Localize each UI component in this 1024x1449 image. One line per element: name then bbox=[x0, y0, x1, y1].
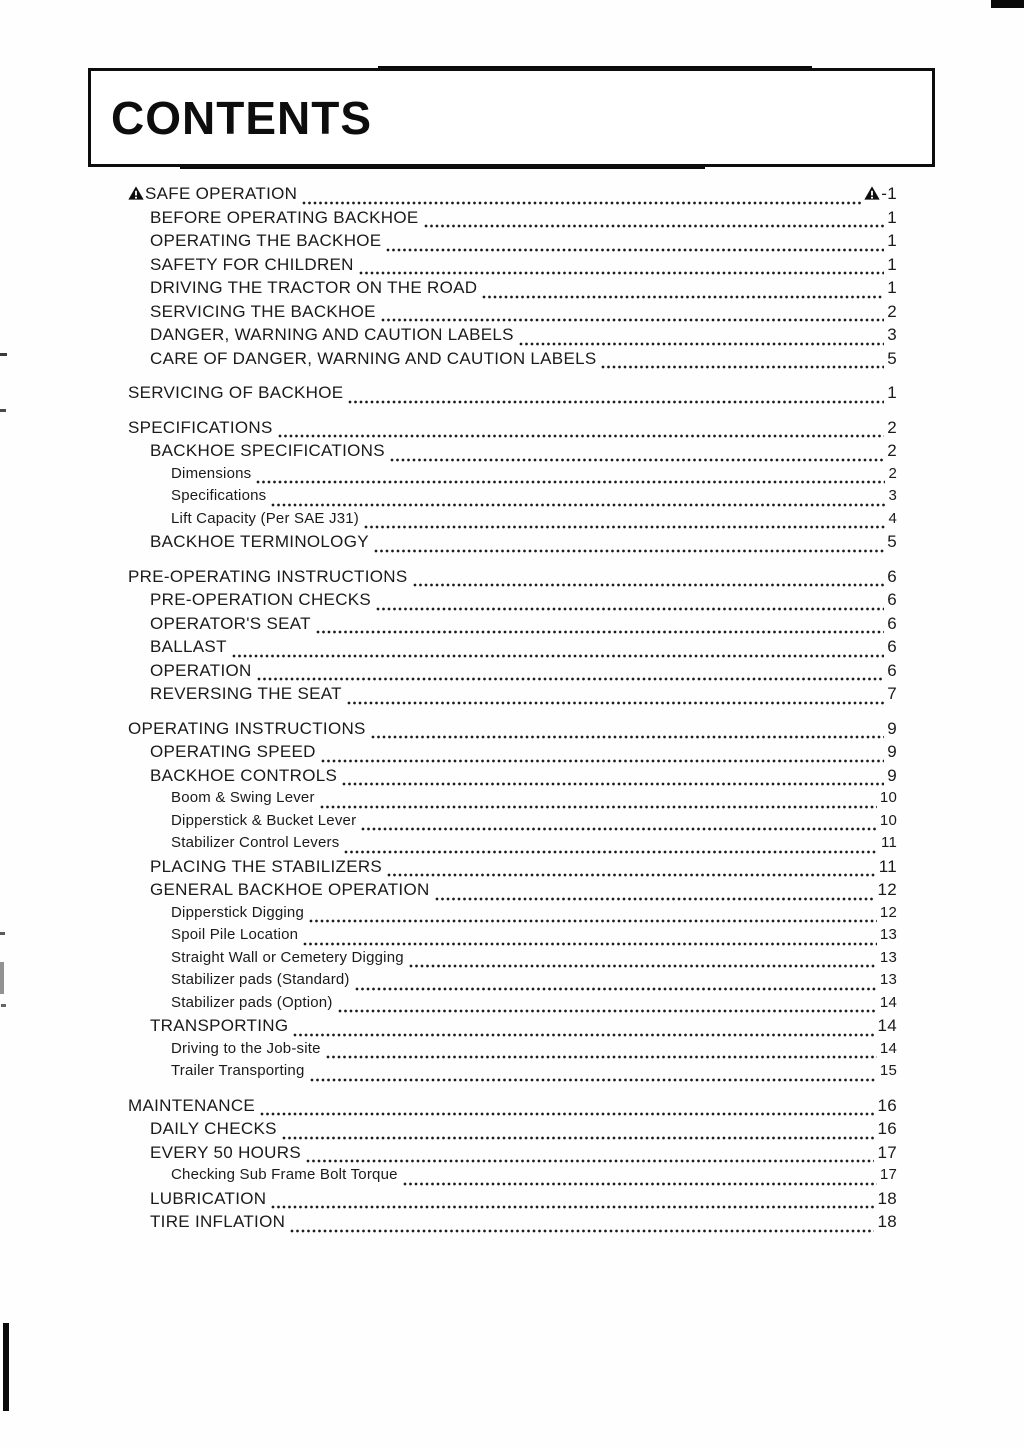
dot-leader bbox=[282, 1136, 875, 1140]
dot-leader bbox=[347, 701, 884, 705]
dot-leader bbox=[361, 827, 877, 831]
toc-entry bbox=[128, 1143, 897, 1167]
toc-entry-page: 1 bbox=[887, 254, 897, 274]
toc-entry-label: SERVICING OF BACKHOE bbox=[128, 383, 344, 402]
toc-entry-label: BACKHOE SPECIFICATIONS bbox=[150, 441, 385, 460]
toc-entry-label: BACKHOE CONTROLS bbox=[150, 765, 338, 785]
toc-entry bbox=[128, 1212, 897, 1236]
toc-entry bbox=[128, 857, 897, 881]
toc-entry-page: 14 bbox=[877, 1016, 897, 1035]
toc-entry-page: 18 bbox=[877, 1188, 897, 1208]
toc-entry bbox=[128, 255, 897, 279]
dot-leader bbox=[359, 271, 884, 275]
toc-entry-label: TIRE INFLATION bbox=[150, 1212, 286, 1231]
toc-entry-label: REVERSING THE SEAT bbox=[150, 684, 342, 703]
dot-leader bbox=[519, 342, 884, 346]
toc-entry-page: 15 bbox=[879, 1062, 897, 1079]
dot-leader bbox=[435, 897, 875, 901]
toc-entry-page: 6 bbox=[887, 660, 897, 680]
toc-entry-page: 17 bbox=[877, 1142, 897, 1162]
toc-entry bbox=[128, 719, 897, 743]
toc-entry-page: 4 bbox=[888, 509, 897, 527]
toc-entry bbox=[128, 325, 897, 349]
toc-entry-label: OPERATING SPEED bbox=[150, 742, 316, 761]
toc-entry-label: CARE OF DANGER, WARNING AND CAUTION LABELS bbox=[150, 348, 597, 368]
scan-artifact-edge-dash bbox=[0, 353, 7, 356]
warning-triangle-icon bbox=[864, 186, 880, 200]
toc-entry bbox=[128, 971, 897, 994]
toc-entry-label: Lift Capacity (Per SAE J31) bbox=[171, 509, 359, 527]
toc-entry-label: PLACING THE STABILIZERS bbox=[150, 856, 383, 876]
toc-entry-page: 5 bbox=[887, 532, 897, 551]
toc-entry-label: TRANSPORTING bbox=[150, 1016, 289, 1035]
dot-leader bbox=[271, 1205, 874, 1209]
toc-entry-page: 12 bbox=[879, 903, 897, 921]
toc-entry-page: 13 bbox=[879, 926, 897, 943]
toc-entry-page: 1 bbox=[887, 231, 897, 250]
toc-entry-page: 1 bbox=[887, 278, 897, 297]
toc-entry-label: Stabilizer pads (Option) bbox=[171, 993, 333, 1011]
dot-leader bbox=[390, 458, 884, 462]
toc-entry-page: 2 bbox=[887, 301, 897, 321]
toc-entry bbox=[128, 926, 897, 949]
toc-entry-page: 12 bbox=[877, 880, 897, 899]
toc-entry-page: 6 bbox=[887, 590, 897, 609]
toc-entry-label: Dipperstick Digging bbox=[171, 903, 305, 921]
toc-entry bbox=[128, 590, 897, 614]
dot-leader bbox=[310, 1078, 877, 1082]
toc-entry-page: 6 bbox=[887, 566, 897, 586]
dot-leader bbox=[364, 525, 885, 529]
toc-entry bbox=[128, 684, 897, 708]
toc-entry bbox=[128, 812, 897, 835]
toc-entry-page: 1 bbox=[887, 207, 897, 227]
toc-entry bbox=[128, 510, 897, 533]
toc-entry-label: OPERATOR'S SEAT bbox=[150, 613, 311, 633]
toc-entry-page: 2 bbox=[887, 441, 897, 460]
dot-leader bbox=[482, 295, 884, 299]
dot-leader bbox=[348, 400, 884, 404]
toc-entry-label: Boom & Swing Lever bbox=[171, 789, 315, 806]
toc-entry bbox=[128, 487, 897, 510]
toc-entry-page: -1 bbox=[864, 184, 897, 204]
toc-entry bbox=[128, 661, 897, 685]
toc-entry-page: 16 bbox=[877, 1095, 897, 1115]
dot-leader bbox=[306, 1159, 875, 1163]
toc-entry-page: 6 bbox=[887, 637, 897, 656]
dot-leader bbox=[424, 224, 885, 228]
toc-entry bbox=[128, 349, 897, 373]
dot-leader bbox=[409, 964, 877, 968]
toc-entry-label: PRE-OPERATION CHECKS bbox=[150, 590, 372, 609]
toc-entry-page: 18 bbox=[877, 1212, 897, 1231]
dot-leader bbox=[278, 434, 885, 438]
dot-leader bbox=[342, 782, 884, 786]
toc-entry-label: Spoil Pile Location bbox=[171, 926, 299, 943]
dot-leader bbox=[271, 503, 885, 507]
dot-leader bbox=[387, 873, 876, 877]
toc-entry-label: BALLAST bbox=[150, 637, 227, 656]
toc-entry bbox=[128, 302, 897, 326]
toc-entry-page: 3 bbox=[887, 325, 897, 344]
toc-entry-label: Dimensions bbox=[171, 464, 252, 482]
toc-entry bbox=[128, 742, 897, 766]
dot-leader bbox=[413, 583, 885, 587]
toc-entry-page: 5 bbox=[887, 348, 897, 368]
toc-entry bbox=[128, 231, 897, 255]
toc-entry bbox=[128, 766, 897, 790]
toc-entry-page: 2 bbox=[888, 464, 897, 482]
toc-entry-page: 13 bbox=[879, 948, 897, 966]
scan-artifact-edge-speck bbox=[0, 932, 5, 935]
toc-entry-label: DRIVING THE TRACTOR ON THE ROAD bbox=[150, 278, 478, 297]
dot-leader bbox=[320, 805, 877, 809]
toc-entry-label: OPERATION bbox=[150, 660, 252, 680]
toc-entry bbox=[128, 278, 897, 302]
toc-entry bbox=[128, 184, 897, 208]
toc-entry-page: 9 bbox=[887, 765, 897, 785]
dot-leader bbox=[355, 987, 877, 991]
toc-entry-page: 11 bbox=[881, 834, 897, 851]
dot-leader bbox=[303, 942, 877, 946]
toc-entry bbox=[128, 208, 897, 232]
toc-entry-label: PRE-OPERATING INSTRUCTIONS bbox=[128, 566, 408, 586]
toc-entry-page: 10 bbox=[879, 811, 897, 829]
toc-entry bbox=[128, 1166, 897, 1189]
dot-leader bbox=[260, 1112, 874, 1116]
dot-leader bbox=[344, 850, 878, 854]
dot-leader bbox=[309, 919, 877, 923]
toc-entry bbox=[128, 789, 897, 812]
toc-list bbox=[128, 184, 897, 1247]
dot-leader bbox=[302, 201, 861, 205]
scan-artifact-binding-bar bbox=[3, 1323, 9, 1411]
toc-entry-label: Trailer Transporting bbox=[171, 1062, 305, 1079]
toc-entry-label: Driving to the Job-site bbox=[171, 1039, 321, 1057]
dot-leader bbox=[256, 480, 885, 484]
dot-leader bbox=[232, 654, 884, 658]
toc-entry-label: SERVICING THE BACKHOE bbox=[150, 301, 376, 321]
toc-entry bbox=[128, 532, 897, 556]
toc-entry bbox=[128, 880, 897, 904]
dot-leader bbox=[601, 365, 884, 369]
toc-entry-page: 17 bbox=[879, 1166, 897, 1183]
toc-entry-label: Stabilizer pads (Standard) bbox=[171, 971, 350, 988]
contents-title-box bbox=[88, 68, 935, 167]
toc-group bbox=[128, 418, 897, 556]
dot-leader bbox=[386, 248, 884, 252]
toc-entry bbox=[128, 637, 897, 661]
dot-leader bbox=[290, 1229, 874, 1233]
toc-entry bbox=[128, 1119, 897, 1143]
toc-entry bbox=[128, 1016, 897, 1040]
page-title: CONTENTS bbox=[111, 91, 372, 144]
toc-entry-page: 10 bbox=[879, 789, 897, 806]
toc-entry-label: SAFETY FOR CHILDREN bbox=[150, 254, 354, 274]
toc-entry-label: Checking Sub Frame Bolt Torque bbox=[171, 1166, 398, 1183]
scan-artifact-edge-speck bbox=[1, 1004, 6, 1007]
toc-entry-label: GENERAL BACKHOE OPERATION bbox=[150, 880, 430, 899]
dot-leader bbox=[374, 549, 884, 553]
toc-entry bbox=[128, 465, 897, 488]
scan-artifact-edge-streak bbox=[0, 962, 4, 994]
toc-entry-label: SAFE OPERATION bbox=[128, 184, 297, 204]
toc-entry-label: DANGER, WARNING AND CAUTION LABELS bbox=[150, 325, 514, 344]
dot-leader bbox=[316, 630, 884, 634]
scan-artifact-edge-dash bbox=[0, 409, 6, 412]
dot-leader bbox=[257, 677, 885, 681]
dot-leader bbox=[321, 759, 885, 763]
toc-entry-page: 14 bbox=[879, 1039, 897, 1057]
toc-entry-page: 13 bbox=[879, 971, 897, 988]
dot-leader bbox=[376, 607, 884, 611]
toc-entry-label: BACKHOE TERMINOLOGY bbox=[150, 532, 369, 551]
toc-entry-label: MAINTENANCE bbox=[128, 1095, 256, 1115]
toc-entry-page: 3 bbox=[888, 487, 897, 504]
toc-entry-page: 2 bbox=[887, 417, 897, 437]
dot-leader bbox=[293, 1033, 874, 1037]
toc-entry bbox=[128, 904, 897, 927]
toc-entry bbox=[128, 567, 897, 591]
toc-group bbox=[128, 184, 897, 372]
dot-leader bbox=[403, 1182, 877, 1186]
toc-entry bbox=[128, 1040, 897, 1063]
dot-leader bbox=[381, 318, 884, 322]
toc-group bbox=[128, 383, 897, 407]
toc-entry-label: Stabilizer Control Levers bbox=[171, 834, 340, 851]
toc-entry-label: Specifications bbox=[171, 487, 267, 504]
toc-entry-page: 1 bbox=[887, 383, 897, 402]
toc-entry bbox=[128, 441, 897, 465]
toc-group bbox=[128, 567, 897, 708]
dot-leader bbox=[326, 1055, 877, 1059]
toc-entry-page: 11 bbox=[878, 856, 897, 876]
dot-leader bbox=[371, 735, 885, 739]
toc-entry-page: 7 bbox=[887, 684, 897, 703]
toc-entry bbox=[128, 1096, 897, 1120]
toc-entry bbox=[128, 1062, 897, 1085]
toc-entry-label: Dipperstick & Bucket Lever bbox=[171, 811, 357, 829]
toc-entry-label: DAILY CHECKS bbox=[150, 1119, 277, 1138]
toc-entry-page: 16 bbox=[877, 1119, 897, 1138]
toc-entry bbox=[128, 1189, 897, 1213]
toc-entry bbox=[128, 614, 897, 638]
toc-entry-page: 14 bbox=[879, 993, 897, 1011]
toc-entry bbox=[128, 418, 897, 442]
toc-entry-page: 6 bbox=[887, 613, 897, 633]
warning-triangle-icon bbox=[128, 186, 144, 200]
toc-entry-label: EVERY 50 HOURS bbox=[150, 1142, 301, 1162]
dot-leader bbox=[338, 1009, 877, 1013]
toc-entry-page: 9 bbox=[887, 718, 897, 738]
scan-artifact-corner-bar bbox=[991, 0, 1024, 8]
toc-entry bbox=[128, 383, 897, 407]
toc-entry-page: 9 bbox=[887, 742, 897, 761]
toc-entry-label: LUBRICATION bbox=[150, 1188, 267, 1208]
toc-group bbox=[128, 719, 897, 1085]
toc-entry bbox=[128, 949, 897, 972]
toc-entry-label: Straight Wall or Cemetery Digging bbox=[171, 948, 404, 966]
toc-entry-label: SPECIFICATIONS bbox=[128, 417, 273, 437]
toc-entry bbox=[128, 834, 897, 857]
toc-entry-label: OPERATING INSTRUCTIONS bbox=[128, 718, 366, 738]
toc-entry-label: OPERATING THE BACKHOE bbox=[150, 231, 382, 250]
toc-entry bbox=[128, 994, 897, 1017]
toc-group bbox=[128, 1096, 897, 1236]
toc-entry-label: BEFORE OPERATING BACKHOE bbox=[150, 207, 419, 227]
